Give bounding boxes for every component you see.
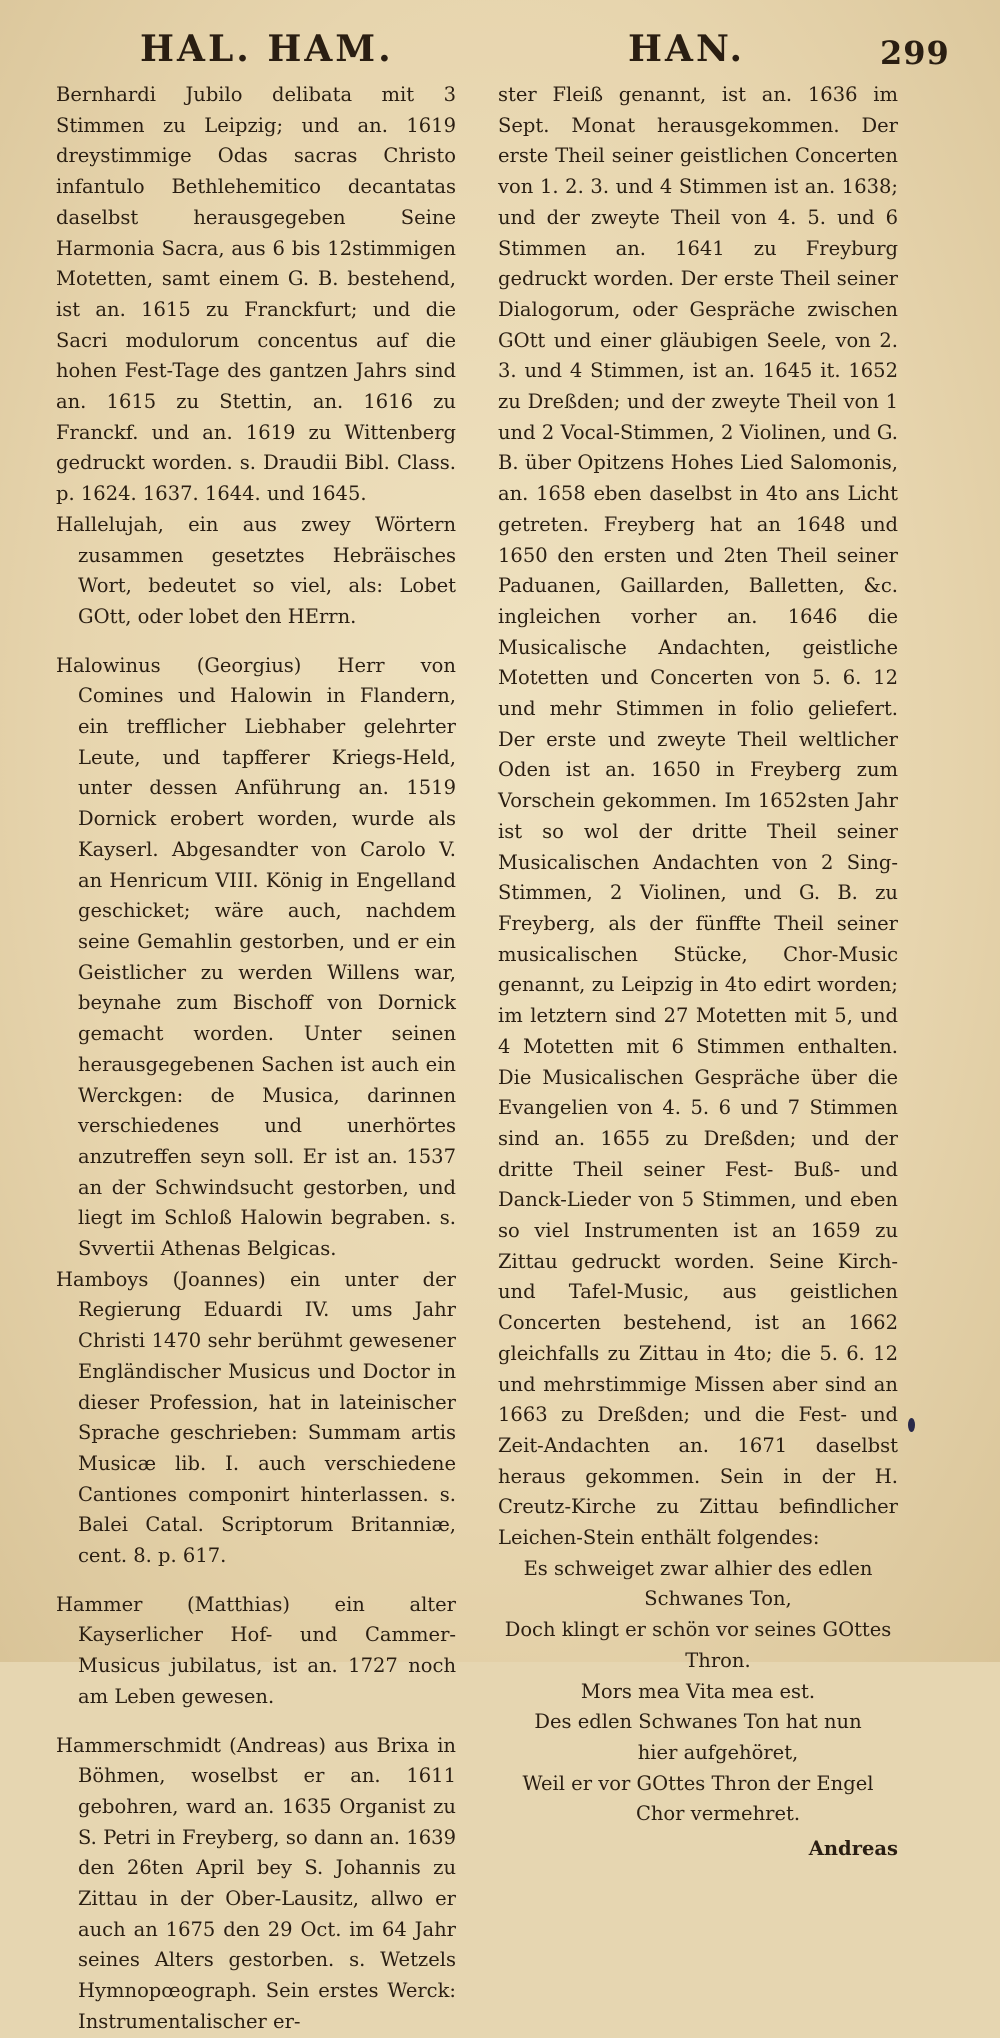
poem-line: hier aufgehöret, bbox=[637, 1740, 799, 1764]
running-head-right: HAN. bbox=[628, 28, 746, 70]
entry-continuation: Bernhardi Jubilo delibata mit 3 Stimmen zu Leipzig; und an. 1619 dreystimmige Odas sacras Christo infantulo Bethlehemitico decantatas daselbst herausgegeben Seine Harmonia Sacra, aus 6 bis 12stimmigen Motetten, samt einem G. B. bestehend, ist an. 1615 zu Franckfurt; und die Sacri modulorum concentus auf die hohen Fest-Tage des gantzen Jahrs sind an. 1615 zu Stettin, an. 1616 zu Franckf. und an. 1619 zu Wittenberg gedruckt worden. s. Draudii Bibl. Class. p. 1624. 1637. 1644. und 1645. bbox=[56, 83, 456, 506]
ink-spot bbox=[908, 1418, 915, 1432]
entry-hammerschmidt-continued: ster Fleiß genannt, ist an. 1636 im Sept. Monat herausgekommen. Der erste Theil seiner geistlichen Concerten von 1. 2. 3. und 4 Stimmen ist an. 1638; und der zweyte Theil von 4. 5. und 6 Stimmen an. 1641 zu Freyburg gedruckt worden. Der erste Theil seiner Dialogorum, oder Gespräche zwischen GOtt und einer gläubigen Seele, von 2. 3. und 4 Stimmen, ist an. 1645 it. 1652 zu Dreßden; und der zweyte Theil von 1 und 2 Vocal-Stimmen, 2 Violinen, und G. B. über Opitzens Hohes Lied Salomonis, an. 1658 eben daselbst in 4to ans Licht getreten. Freyberg hat an 1648 und 1650 den ersten und 2ten Theil seiner Paduanen, Gaillarden, Balletten, &c. ingleichen vorher an. 1646 die Musicalische Andachten, geistliche Motetten und Concerten von 5. 6. 12 und mehr Stimmen in folio geliefert. Der erste und zweyte Theil weltlicher Oden ist an. 1650 in Freyberg zum Vorschein gekommen. Im 1652sten Jahr ist so wol der dritte Theil seiner Musicalischen Andachten von 2 Sing-Stimmen, 2 Violinen, und G. B. zu Freyberg, als der fünffte Theil seiner musicalischen Stücke, Chor-Music genannt, zu Leipzig in 4to edirt worden; im letztern sind 27 Motetten mit 5, und 4 Motetten mit 6 Stimmen enthalten. Die Musicalischen Gespräche über die Evangelien von 4. 5. 6 und 7 Stimmen sind an. 1655 zu Dreßden; und der dritte Theil seiner Fest- Buß- und Danck-Lieder von 5 Stimmen, und eben so viel Instrumenten ist an 1659 zu Zittau gedruckt worden. Seine Kirch- und Tafel-Music, aus geistlichen Concerten bestehend, ist an 1662 gleichfalls zu Zittau in 4to; die 5. 6. 12 und mehrstimmige Missen aber sind an 1663 zu Dreßden; und die Fest- und Zeit-Andachten an. 1671 daselbst heraus gekommen. Sein in der H. Creutz-Kirche zu Zittau befindlicher Leichen-Stein enthält folgendes: bbox=[498, 83, 898, 1550]
entry-hamboys: Hamboys (Joannes) ein unter der Regierung Eduardi IV. ums Jahr Christi 1470 sehr berühmt gewesener Engländischer Musicus und Doctor in dieser Profession, hat in lateinischer Sprache geschrieben: Summam artis Musicæ lib. I. auch verschiedene Cantiones componirt hinterlassen. s. Balei Catal. Scriptorum Britanniæ, cent. 8. p. 617. bbox=[56, 1267, 456, 1568]
right-column bbox=[498, 80, 898, 1884]
poem-line: Thron. bbox=[685, 1648, 751, 1672]
entry-hallelujah: Hallelujah, ein aus zwey Wörtern zusammen gesetztes Hebräisches Wort, bedeutet so viel, als: Lobet GOtt, oder lobet den HErrn. bbox=[56, 512, 456, 628]
entry-hammerschmidt: Hammerschmidt (Andreas) aus Brixa in Böhmen, woselbst er an. 1611 gebohren, ward an. 1635 Organist zu S. Petri in Freyberg, so dann an. 1639 den 26ten April bey S. Johannis zu Zittau in der Ober-Lausitz, allwo er auch an 1675 den 29 Oct. im 64 Jahr seines Alters gestorben. s. Wetzels Hymnopœograph. Sein erstes Werck: Instrumentalischer er- bbox=[56, 1733, 456, 2033]
running-head-left: HAL. HAM. bbox=[140, 28, 394, 70]
poem-line: Chor vermehret. bbox=[635, 1802, 801, 1826]
poem-line: Schwanes Ton, bbox=[644, 1587, 792, 1611]
page-number: 299 bbox=[880, 34, 950, 72]
poem-line: Weil er vor GOttes Thron der Engel bbox=[522, 1771, 874, 1795]
page-header bbox=[0, 28, 1000, 88]
left-column bbox=[56, 80, 456, 2038]
poem-line: Es schweiget zwar alhier des edlen bbox=[523, 1556, 873, 1580]
catchword: Andreas bbox=[808, 1837, 898, 1861]
epitaph-poem bbox=[498, 1554, 898, 1830]
poem-line: Doch klingt er schön vor seines GOttes bbox=[504, 1618, 892, 1642]
poem-line: Des edlen Schwanes Ton hat nun bbox=[534, 1710, 862, 1734]
entry-hammer: Hammer (Matthias) ein alter Kayserlicher Hof- und Cammer-Musicus jubilatus, ist an. 1727 noch am Leben gewesen. bbox=[56, 1592, 456, 1708]
poem-line: Mors mea Vita mea est. bbox=[580, 1679, 816, 1703]
entry-halowinus: Halowinus (Georgius) Herr von Comines und Halowin in Flandern, ein trefflicher Liebhaber gelehrter Leute, und tapfferer Kriegs-Held, unter dessen Anführung an. 1519 Dornick erobert worden, wurde als Kayserl. Abgesandter von Carolo V. an Henricum VIII. König in Engelland geschicket; wäre auch, nachdem seine Gemahlin gestorben, und er ein Geistlicher zu werden Willens war, beynahe zum Bischoff von Dornick gemacht worden. Unter seinen herausgegebenen Sachen ist auch ein Werckgen: de Musica, darinnen verschiedenes und unerhörtes anzutreffen seyn soll. Er ist an. 1537 an der Schwindsucht gestorben, und liegt im Schloß Halowin begraben. s. Svvertii Athenas Belgicas. bbox=[56, 653, 456, 1261]
